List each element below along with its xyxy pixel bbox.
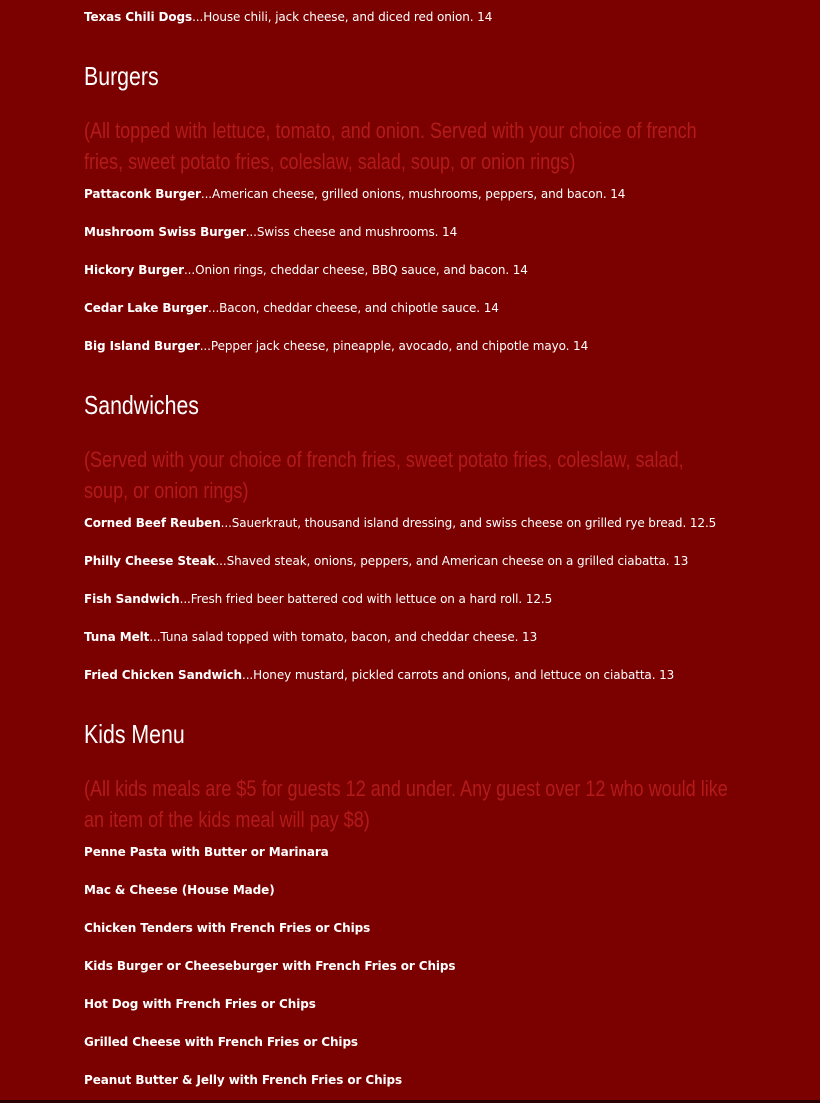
section-title-sandwiches: Sandwiches [84,390,199,420]
menu-item [84,882,764,898]
item-desc: ...Sauerkraut, thousand island dressing, and swiss cheese on grilled rye bread. 12.5 [220,516,717,530]
menu-item [84,338,764,354]
item-name: Corned Beef Reuben [84,516,221,530]
item-desc: ...House chili, jack cheese, and diced red onion. 14 [192,10,493,24]
menu-item [84,515,764,531]
menu-item [84,186,764,202]
menu-item-texas-chili-dogs [84,9,764,25]
item-desc: ...American cheese, grilled onions, mushrooms, peppers, and bacon. 14 [200,187,626,201]
section-title-burgers: Burgers [84,61,159,91]
item-name: Chicken Tenders with French Fries or Chips [84,921,371,935]
section-note-sandwiches: (Served with your choice of french fries, sweet potato fries, coleslaw, salad, soup, or onion rings) [84,447,684,503]
item-desc: ...Bacon, cheddar cheese, and chipotle sauce. 14 [208,301,499,315]
item-name: Kids Burger or Cheeseburger with French Fries or Chips [84,959,456,973]
item-desc: ...Fresh fried beer battered cod with lettuce on a hard roll. 12.5 [179,592,553,606]
item-name: Big Island Burger [84,339,200,353]
item-name: Philly Cheese Steak [84,554,216,568]
menu-item [84,1034,764,1050]
item-name: Pattaconk Burger [84,187,201,201]
item-name: Mac & Cheese (House Made) [84,883,275,897]
item-desc: ...Shaved steak, onions, peppers, and American cheese on a grilled ciabatta. 13 [215,554,689,568]
menu-item [84,262,764,278]
menu-item [84,591,764,607]
item-desc: ...Onion rings, cheddar cheese, BBQ sauce, and bacon. 14 [183,263,528,277]
section-note-kids-menu: (All kids meals are $5 for guests 12 and under. Any guest over 12 who would like an item of the kids meal will pay $8) [84,776,728,832]
item-desc: ...Tuna salad topped with tomato, bacon, and cheddar cheese. 13 [149,630,538,644]
item-name: Cedar Lake Burger [84,301,209,315]
menu-item [84,920,764,936]
item-desc: ...Honey mustard, pickled carrots and onions, and lettuce on ciabatta. 13 [242,668,675,682]
item-name: Penne Pasta with Butter or Marinara [84,845,329,859]
menu-item [84,224,764,240]
menu-item [84,553,764,569]
item-desc: ...Pepper jack cheese, pineapple, avocado, and chipotle mayo. 14 [199,339,589,353]
menu-item [84,629,764,645]
item-name: Peanut Butter & Jelly with French Fries or Chips [84,1073,403,1087]
item-name: Hot Dog with French Fries or Chips [84,997,316,1011]
menu-item [84,996,764,1012]
menu-item [84,1072,764,1088]
item-name: Tuna Melt [84,630,150,644]
item-name: Grilled Cheese with French Fries or Chips [84,1035,358,1049]
menu-item [84,844,764,860]
item-name: Fish Sandwich [84,592,180,606]
item-desc: ...Swiss cheese and mushrooms. 14 [245,225,458,239]
section-title-kids-menu: Kids Menu [84,719,185,749]
item-name: Mushroom Swiss Burger [84,225,246,239]
menu-item [84,667,764,683]
section-note-burgers: (All topped with lettuce, tomato, and onion. Served with your choice of french fries, sweet potato fries, coleslaw, salad, soup, or onion rings) [84,118,697,174]
menu-item [84,958,764,974]
item-name: Hickory Burger [84,263,184,277]
menu-item [84,300,764,316]
item-name: Texas Chili Dogs [84,10,193,24]
item-name: Fried Chicken Sandwich [84,668,242,682]
